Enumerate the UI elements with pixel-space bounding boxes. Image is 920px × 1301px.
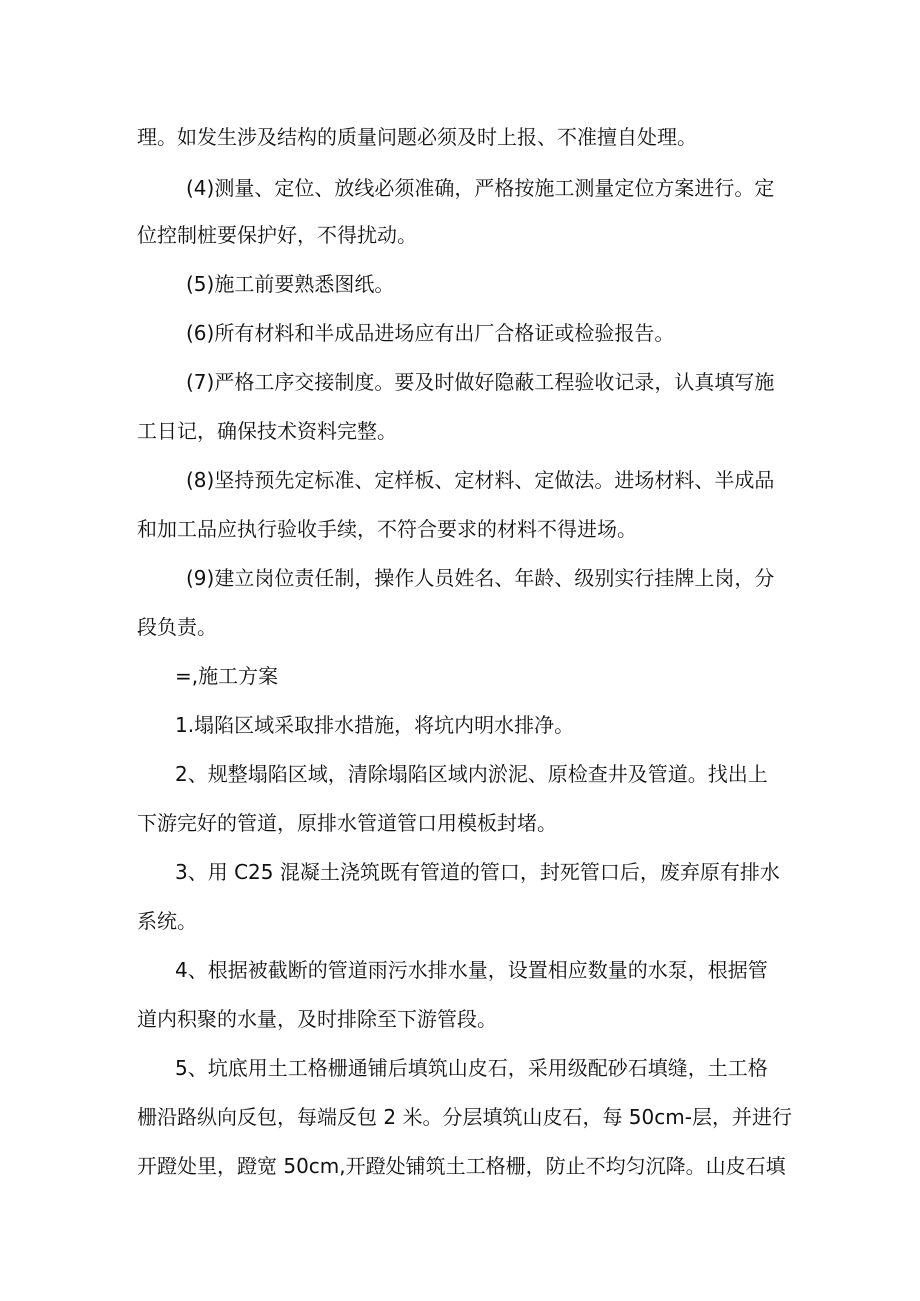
text-line-13: 1.塌陷区域采取排水措施，将坑内明水排净。	[175, 713, 575, 737]
text-line-20: 5、坑底用土工格栅通铺后填筑山皮石，采用级配砂石填缝，土工格	[175, 1056, 768, 1080]
text-line-3: 位控制桩要保护好，不得扰动。	[137, 223, 417, 247]
text-line-14: 2、规整塌陷区域，清除塌陷区域内淤泥、原检查井及管道。找出上	[175, 762, 768, 786]
text-line-2: (4)测量、定位、放线必须准确，严格按施工测量定位方案进行。定	[186, 176, 775, 200]
text-line-11: 段负责。	[137, 615, 217, 639]
text-line-10: (9)建立岗位责任制，操作人员姓名、年龄、级别实行挂牌上岗，分	[186, 566, 775, 590]
text-line-9: 和加工品应执行验收手续，不符合要求的材料不得进场。	[137, 517, 637, 541]
text-line-5: (6)所有材料和半成品进场应有出厂合格证或检验报告。	[186, 321, 675, 345]
text-line-16: 3、用 C25 混凝土浇筑既有管道的管口，封死管口后，废弃原有排水	[175, 860, 780, 884]
text-line-18: 4、根据被截断的管道雨污水排水量，设置相应数量的水泵，根据管	[175, 958, 768, 982]
text-line-15: 下游完好的管道，原排水管道管口用模板封堵。	[137, 811, 557, 835]
text-line-22: 开蹬处里，蹬宽 50cm,开蹬处铺筑土工格栅，防止不均匀沉降。山皮石填	[137, 1154, 786, 1178]
section-heading: =,施工方案	[175, 664, 279, 688]
text-line-1: 理。如发生涉及结构的质量问题必须及时上报、不准擅自处理。	[137, 125, 697, 149]
text-line-4: (5)施工前要熟悉图纸。	[186, 272, 395, 296]
document-body	[137, 0, 920, 1301]
text-line-21: 栅沿路纵向反包，每端反包 2 米。分层填筑山皮石，每 50cm-层，并进行	[137, 1105, 792, 1129]
text-line-19: 道内积聚的水量，及时排除至下游管段。	[137, 1007, 497, 1031]
text-line-17: 系统。	[137, 909, 197, 933]
text-line-8: (8)坚持预先定标准、定样板、定材料、定做法。进场材料、半成品	[186, 468, 775, 492]
text-line-6: (7)严格工序交接制度。要及时做好隐蔽工程验收记录，认真填写施	[186, 370, 775, 394]
text-line-7: 工日记，确保技术资料完整。	[137, 419, 397, 443]
